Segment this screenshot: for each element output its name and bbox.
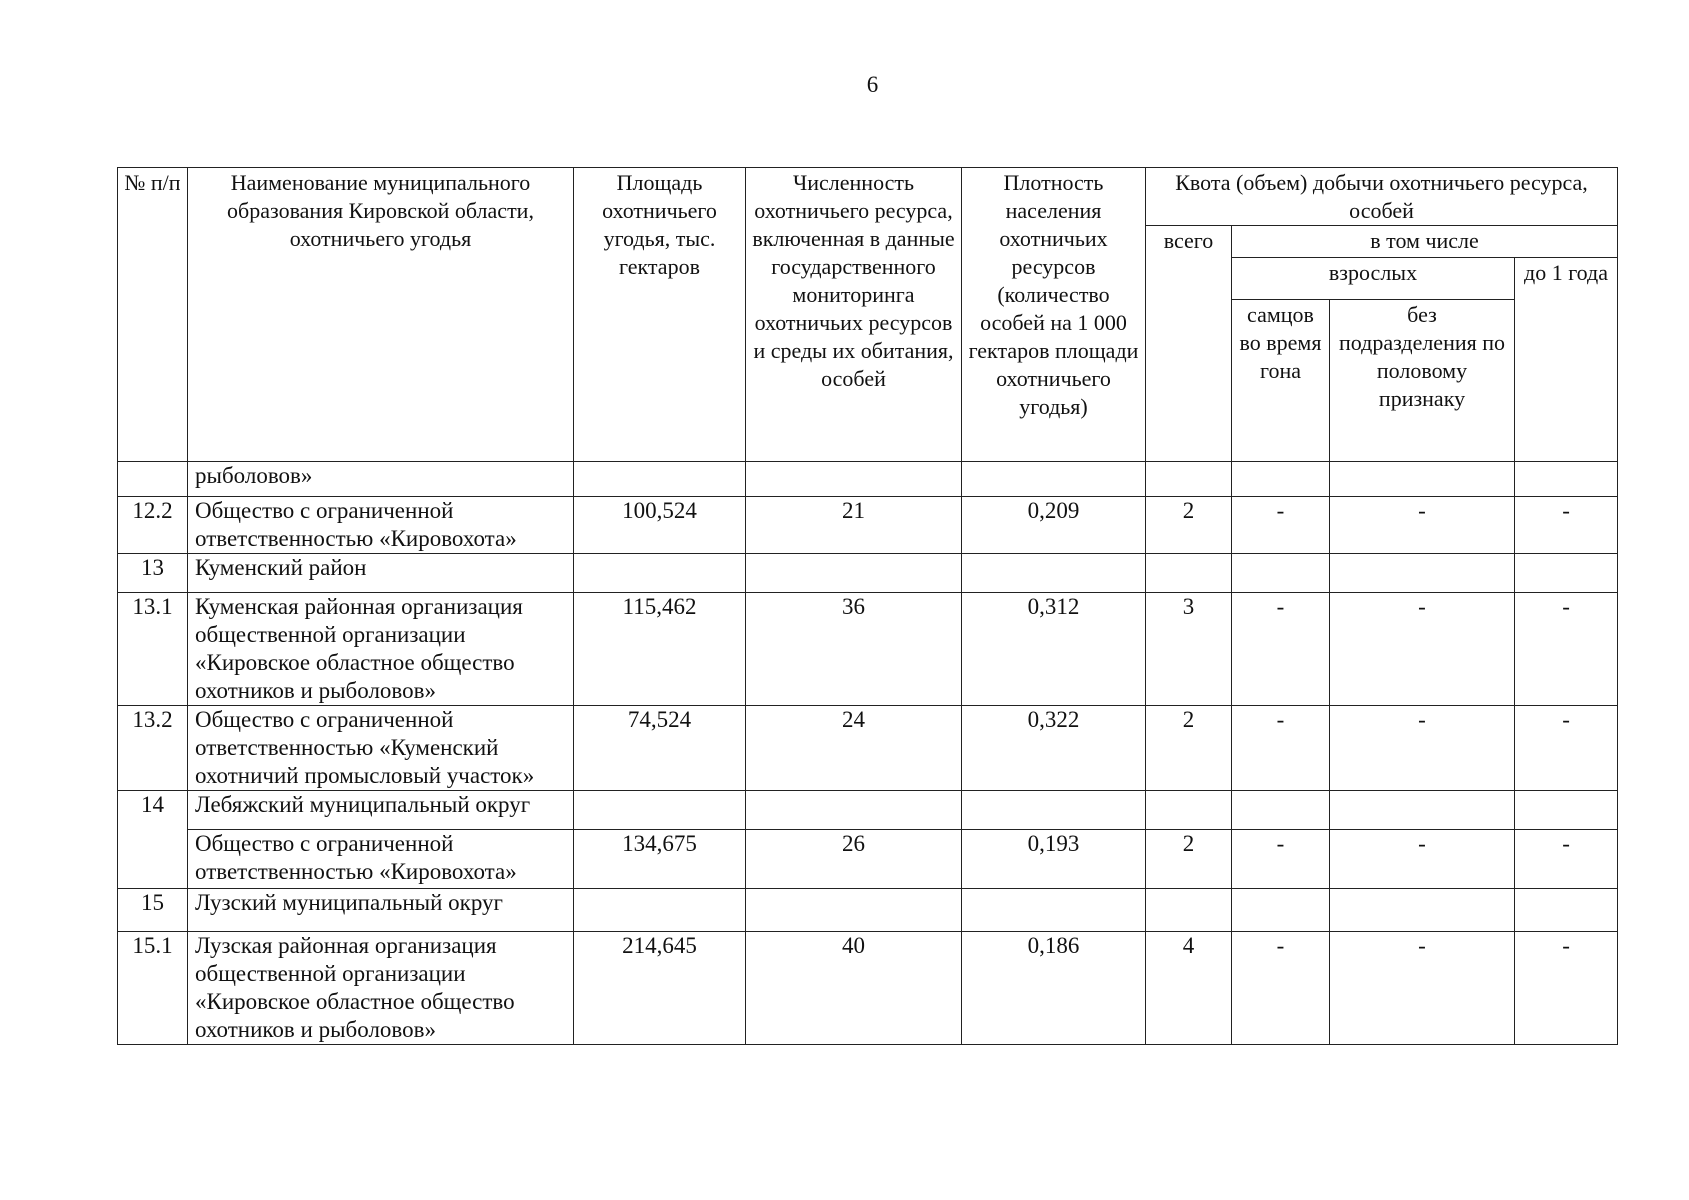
cell-under1 [1515, 791, 1618, 830]
header-males-rut: самцов во время гона [1232, 300, 1330, 462]
cell-density: 0,312 [962, 593, 1146, 706]
cell-num: 15 [118, 889, 188, 932]
cell-nosex: - [1330, 830, 1515, 889]
cell-males: - [1232, 497, 1330, 554]
cell-count: 36 [746, 593, 962, 706]
cell-nosex [1330, 554, 1515, 593]
cell-total [1146, 554, 1232, 593]
page-number: 6 [866, 72, 879, 97]
cell-nosex: - [1330, 593, 1515, 706]
cell-density: 0,186 [962, 932, 1146, 1045]
quota-table [117, 167, 1618, 1045]
cell-area: 100,524 [574, 497, 746, 554]
cell-num: 12.2 [118, 497, 188, 554]
cell-name: Куменский район [188, 554, 574, 593]
cell-males [1232, 554, 1330, 593]
cell-nosex [1330, 462, 1515, 497]
cell-males: - [1232, 830, 1330, 889]
cell-under1: - [1515, 497, 1618, 554]
header-adults: взрослых [1232, 258, 1515, 300]
cell-nosex: - [1330, 932, 1515, 1045]
header-count: Численность охотничьего ресурса, включенная в данные государственного мониторинга охотничьих ресурсов и среды их обитания, особей [746, 168, 962, 462]
cell-name: Общество с ограниченной ответственностью «Кировохота» [188, 830, 574, 889]
cell-total [1146, 791, 1232, 830]
cell-area: 214,645 [574, 932, 746, 1045]
cell-density [962, 462, 1146, 497]
cell-area [574, 462, 746, 497]
cell-total [1146, 462, 1232, 497]
header-total: всего [1146, 226, 1232, 462]
cell-name: Общество с ограниченной ответственностью «Кировохота» [188, 497, 574, 554]
cell-under1 [1515, 554, 1618, 593]
cell-num [118, 462, 188, 497]
cell-under1: - [1515, 830, 1618, 889]
header-quota: Квота (объем) добычи охотничьего ресурса, особей [1146, 168, 1618, 226]
cell-under1 [1515, 889, 1618, 932]
cell-area [574, 889, 746, 932]
cell-area: 74,524 [574, 706, 746, 791]
cell-total: 2 [1146, 497, 1232, 554]
cell-area [574, 554, 746, 593]
cell-num: 13 [118, 554, 188, 593]
table-row [118, 554, 1618, 593]
cell-count: 40 [746, 932, 962, 1045]
cell-num: 15.1 [118, 932, 188, 1045]
cell-num: 13.1 [118, 593, 188, 706]
header-no-sex: без подразделения по половому признаку [1330, 300, 1515, 462]
cell-density [962, 889, 1146, 932]
cell-num: 14 [118, 791, 188, 889]
cell-total: 2 [1146, 706, 1232, 791]
cell-males: - [1232, 932, 1330, 1045]
table-row [118, 462, 1618, 497]
cell-nosex [1330, 791, 1515, 830]
cell-count: 21 [746, 497, 962, 554]
cell-nosex: - [1330, 706, 1515, 791]
cell-name: Лузская районная организация общественной организации «Кировское областное общество охотников и рыболовов» [188, 932, 574, 1045]
cell-males [1232, 889, 1330, 932]
table-row [118, 706, 1618, 791]
cell-density: 0,193 [962, 830, 1146, 889]
cell-count [746, 554, 962, 593]
header-density: Плотность населения охотничьих ресурсов (количество особей на 1 000 гектаров площади охотничьего угодья) [962, 168, 1146, 462]
cell-males [1232, 791, 1330, 830]
cell-count [746, 462, 962, 497]
cell-density: 0,322 [962, 706, 1146, 791]
cell-under1: - [1515, 932, 1618, 1045]
cell-count: 26 [746, 830, 962, 889]
table-row [118, 497, 1618, 554]
header-area: Площадь охотничьего угодья, тыс. гектаров [574, 168, 746, 462]
table-header [118, 168, 1618, 462]
cell-count [746, 889, 962, 932]
cell-density [962, 554, 1146, 593]
cell-area: 134,675 [574, 830, 746, 889]
table-row [118, 791, 1618, 830]
cell-under1: - [1515, 593, 1618, 706]
cell-area [574, 791, 746, 830]
cell-nosex: - [1330, 497, 1515, 554]
cell-density [962, 791, 1146, 830]
cell-males: - [1232, 706, 1330, 791]
cell-name: Общество с ограниченной ответственностью «Куменский охотничий промысловый участок» [188, 706, 574, 791]
cell-total [1146, 889, 1232, 932]
cell-name: Лебяжский муниципальный округ [188, 791, 574, 830]
table-row [118, 830, 1618, 889]
header-num: № п/п [118, 168, 188, 462]
cell-name: Лузский муниципальный округ [188, 889, 574, 932]
cell-total: 4 [1146, 932, 1232, 1045]
cell-count [746, 791, 962, 830]
cell-under1 [1515, 462, 1618, 497]
cell-name: Куменская районная организация общественной организации «Кировское областное общество охотников и рыболовов» [188, 593, 574, 706]
table-row [118, 889, 1618, 932]
cell-males: - [1232, 593, 1330, 706]
cell-under1: - [1515, 706, 1618, 791]
cell-total: 3 [1146, 593, 1232, 706]
cell-males [1232, 462, 1330, 497]
cell-num: 13.2 [118, 706, 188, 791]
cell-name: рыболовов» [188, 462, 574, 497]
table-row [118, 932, 1618, 1045]
header-including: в том числе [1232, 226, 1618, 258]
cell-count: 24 [746, 706, 962, 791]
cell-area: 115,462 [574, 593, 746, 706]
cell-total: 2 [1146, 830, 1232, 889]
header-name: Наименование муниципального образования Кировской области, охотничьего угодья [188, 168, 574, 462]
cell-nosex [1330, 889, 1515, 932]
header-under-one: до 1 года [1515, 258, 1618, 462]
cell-density: 0,209 [962, 497, 1146, 554]
table-row [118, 593, 1618, 706]
